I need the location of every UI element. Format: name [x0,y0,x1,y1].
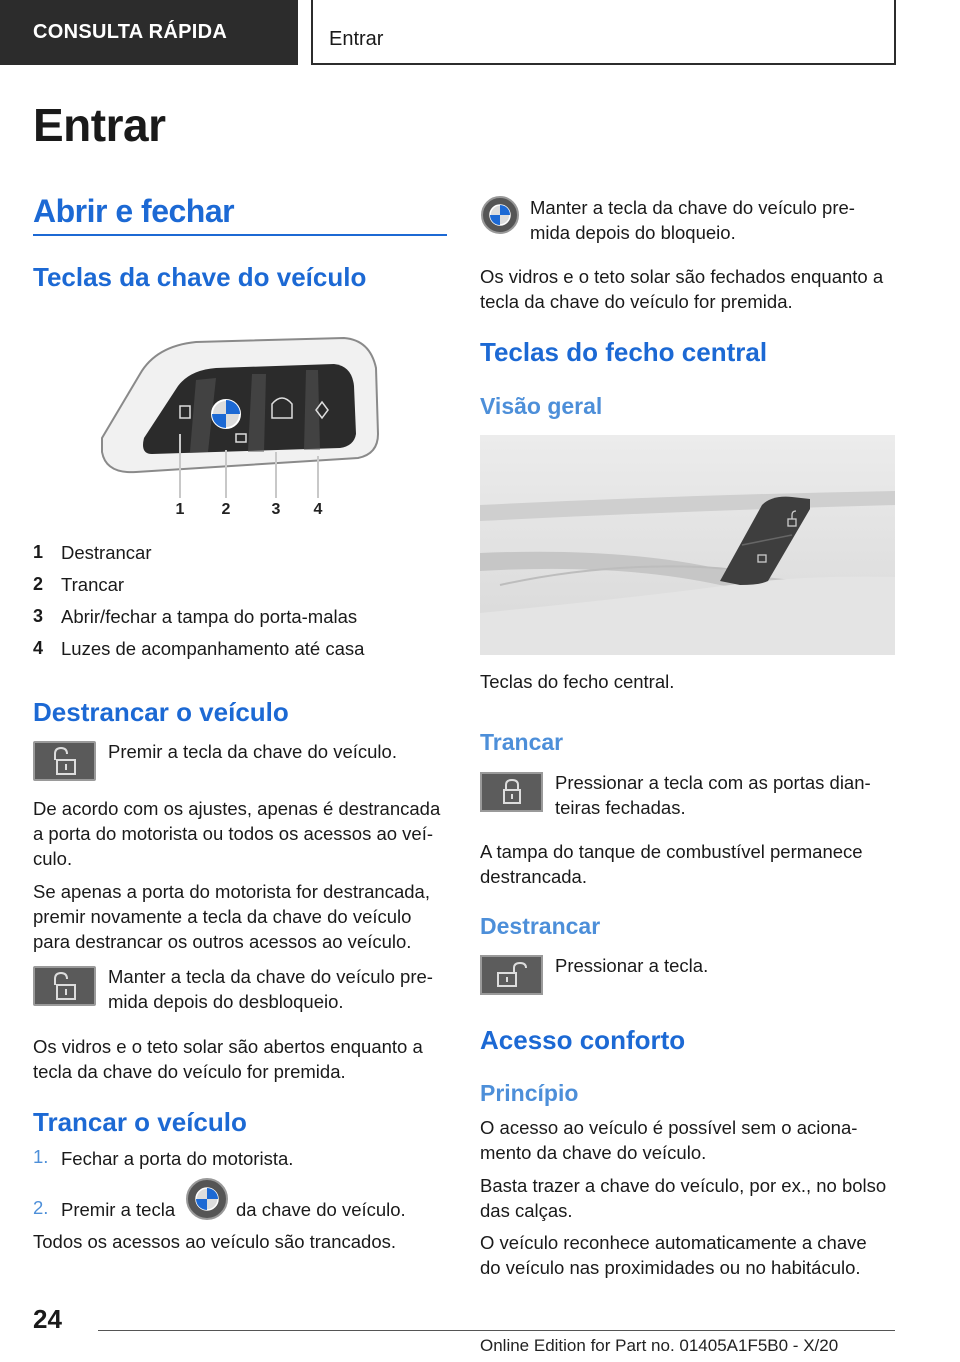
hold-unlock-b: mida depois do desbloqueio. [108,991,344,1012]
heading-keys: Teclas da chave do veículo [33,262,367,292]
legend-num-2: 2 [33,574,44,594]
heading-open-close: Abrir e fechar [33,193,235,229]
heading-comfort: Acesso conforto [480,1025,686,1055]
lock-button-icon [480,772,543,812]
figure-caption: Teclas do fecho central. [480,671,675,692]
comfort-p3a: O veículo reconhece automaticamente a chave [480,1232,867,1253]
hold-lock-b: mida depois do bloqueio. [530,222,736,243]
hold-unlock-a: Manter a tecla da chave do veículo pre- [108,966,433,987]
unlock-key-icon [33,741,96,781]
windows-close-b: tecla da chave do veículo for premida. [480,291,793,312]
legend-text-4: Luzes de acompanhamento até casa [61,638,365,659]
key-fob-illustration [96,334,386,520]
edition-text: Online Edition for Part no. 01405A1F5B0 - X/20 [480,1336,839,1355]
destrancar-text: Pressionar a tecla. [555,955,709,976]
windows-open-b: tecla da chave do veículo for premida. [33,1061,346,1082]
step-1-number: 1. [33,1146,49,1167]
bmw-lock-icon [480,195,520,235]
step-1-text: Fechar a porta do motorista. [61,1148,294,1169]
unlock-p1a: De acordo com os ajustes, apenas é destrancada [33,798,441,819]
hold-lock-a: Manter a tecla da chave do veículo pre- [530,197,855,218]
topic-tab [311,0,896,65]
page-title: Entrar [33,99,166,151]
trancar-b: teiras fechadas. [555,797,686,818]
legend-num-3: 3 [33,606,44,626]
step-2-text-b: da chave do veículo. [236,1199,406,1220]
step-2-text-a: Premir a tecla [61,1199,176,1220]
comfort-p1a: O acesso ao veículo é possível sem o aciona- [480,1117,858,1138]
heading-trancar: Trancar [480,729,564,755]
windows-open-a: Os vidros e o teto solar são abertos enquanto a [33,1036,423,1057]
legend-num-4: 4 [33,638,44,658]
callout-3: 3 [271,501,281,518]
step-2-number: 2. [33,1197,49,1218]
unlock-p2c: para destrancar os outros acessos ao veículo. [33,931,412,952]
footer-rule [98,1330,895,1331]
unlock-p2b: premir novamente a tecla da chave do veículo [33,906,412,927]
unlock-p1c: culo. [33,848,73,869]
comfort-p3b: do veículo nas proximidades ou no habitáculo. [480,1257,861,1278]
comfort-p1b: mento da chave do veículo. [480,1142,707,1163]
bmw-key-button-icon [185,1177,229,1221]
comfort-p2b: das calças. [480,1200,573,1221]
heading-overview: Visão geral [480,393,603,419]
tank-b: destrancada. [480,866,587,887]
callout-1: 1 [175,501,185,518]
legend-text-3: Abrir/fechar a tampa do porta-malas [61,606,358,627]
page-number: 24 [33,1304,62,1334]
unlock-hold-icon [33,966,96,1006]
callout-2: 2 [221,501,231,518]
windows-close-a: Os vidros e o teto solar são fechados enquanto a [480,266,884,287]
unlock-press: Premir a tecla da chave do veículo. [108,741,397,762]
legend-num-1: 1 [33,542,44,562]
legend-text-1: Destrancar [61,542,152,563]
tank-a: A tampa do tanque de combustível permanece [480,841,863,862]
comfort-p2a: Basta trazer a chave do veículo, por ex., no bolso [480,1175,887,1196]
heading-destrancar: Destrancar [480,913,601,939]
unlock-button-icon [480,955,543,995]
trancar-a: Pressionar a tecla com as portas dian- [555,772,871,793]
heading-lock: Trancar o veículo [33,1107,247,1137]
door-panel-illustration [480,435,895,655]
unlock-p2a: Se apenas a porta do motorista for destrancada, [33,881,430,902]
heading-principle: Princípio [480,1080,579,1106]
topic-label: Entrar [329,28,384,50]
callout-4: 4 [313,501,323,518]
heading-central: Teclas do fecho central [480,337,768,367]
unlock-p1b: a porta do motorista ou todos os acessos ao veí- [33,823,434,844]
all-locked-text: Todos os acessos ao veículo são trancados. [33,1231,397,1252]
section-label: CONSULTA RÁPIDA [33,21,228,43]
heading-unlock: Destrancar o veículo [33,697,289,727]
heading-rule [33,234,447,236]
legend-text-2: Trancar [61,574,125,595]
section-tab [0,0,298,65]
